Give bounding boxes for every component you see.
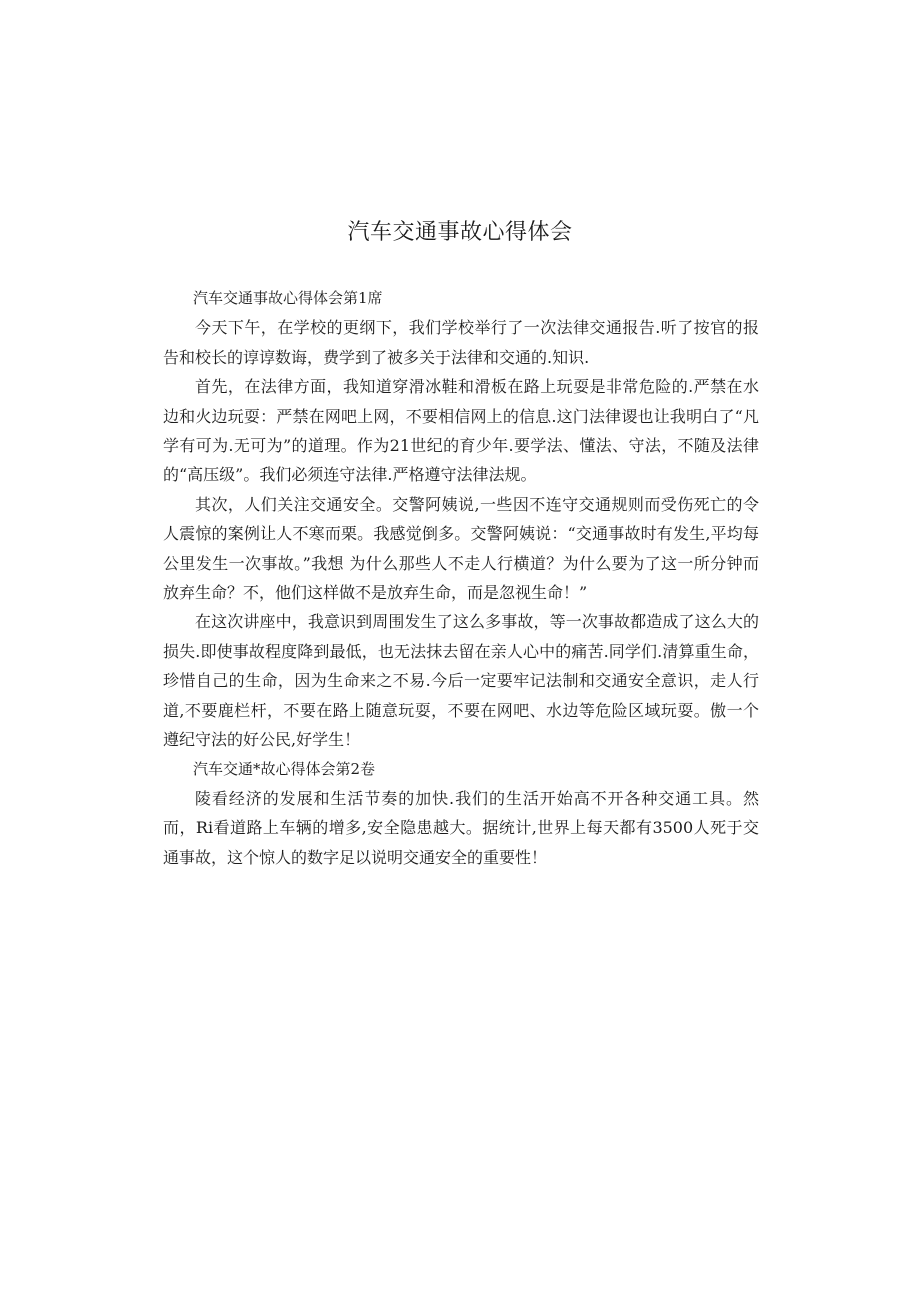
paragraph-5: 陵看经济的发展和生活节奏的加快.我们的生活开始高不开各种交通工具。然而，Ri看道路上车辆的增多,安全隐患越大。据统计,世界上每天都有3500人死于交通事故，这个惊人的数字足以说明交通安全的重要性！ — [163, 788, 759, 867]
document-title: 汽车交通事故心得体会 — [347, 220, 573, 245]
paragraph-3: 其次，人们关注交通安全。交警阿姨说,一些因不连守交通规则而受伤死亡的令人震惊的案例让人不寒而栗。我感觉倒多。交警阿姨说：“交通事故时有发生,平均每公里发生一次事故。”我想 为什么那些人不走人行横道？为什么要为了这一所分钟而放弃生命？不，他们这样做不是放弃生命，而是忽视生命！” — [163, 494, 759, 603]
paragraph-4: 在这次讲座中，我意识到周围发生了这么多事故，等一次事故都造成了这么大的损失.即使事故程度降到最低，也无法抹去留在亲人心中的痛苦.同学们.清算重生命，珍惜自己的生命，因为生命来之不易.今后一定要牢记法制和交通安全意识，走人行道,不要鹿栏杆，不要在路上随意玩耍，不要在网吧、水边等危险区域玩耍。傲一个遵纪守法的好公民,好学生！ — [163, 612, 759, 750]
section-heading-1: 汽车交通事故心得体会第1席 — [193, 289, 383, 307]
paragraph-2: 首先，在法律方面，我知道穿滑冰鞋和滑板在路上玩耍是非常危险的.严禁在水边和火边玩耍：严禁在网吧上网，不要相信网上的信息.这门法律谡也让我明白了“凡学有可为.无可为”的道理。作为21世纪的育少年.要学法、懂法、守法，不随及法律的“高压级”。我们必须连守法律.严格遵守法律法规。 — [163, 377, 759, 485]
document-body — [163, 284, 759, 872]
paragraph-1: 今天下午，在学校的更纲下，我们学校举行了一次法律交通报告.听了按官的报告和校长的谆谆数诲，费学到了被多关于法律和交通的.知识. — [163, 318, 759, 367]
section-heading-2: 汽车交通*故心得体会第2卷 — [193, 759, 376, 778]
